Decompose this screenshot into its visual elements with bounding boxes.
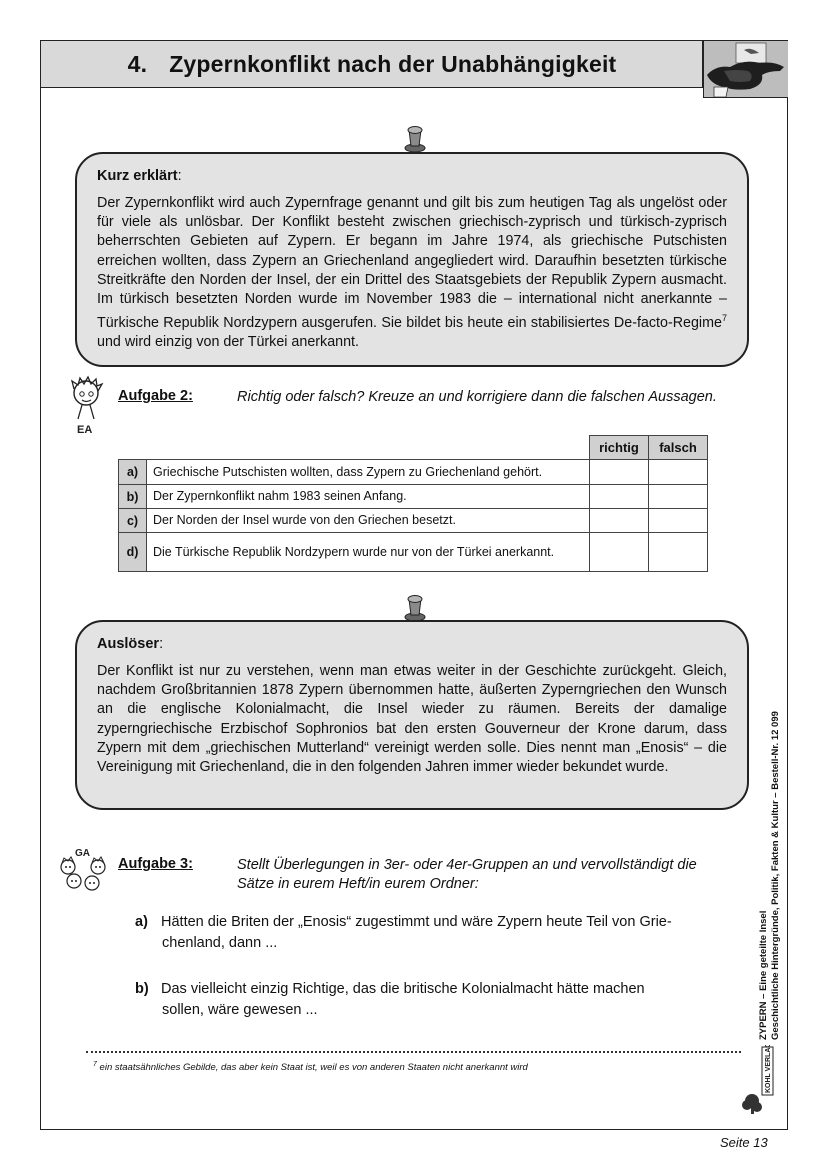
info-box-kurz-erklaert <box>75 152 749 367</box>
column-header-richtig: richtig <box>590 436 649 460</box>
svg-text:EA: EA <box>77 424 93 436</box>
chapter-number: 4. <box>127 51 148 77</box>
info-box-text: Der Konflikt ist nur zu verstehen, wenn man etwas weiter in der Geschichte zurückgeht. Gleich, nachdem Großbritannien 1878 Zypern übernommen hatte, äußerten Zyperngriechen den Wunsch an die englische Kolonialmacht, die Insel wieder zu räumen. Bereits der damalige zyperngriechische Erzbischof Sophronios bat den ersten Gouverneur der Krone darum, dass Zypern mit dem „griechischen Mutterland“ vereinigt werden solle. Dies nennt man „Enosis“ – die Vereinigung mit Griechenland, die in den folgenden Jahren immer wieder bekundet wurde. <box>97 663 727 776</box>
checkbox-richtig[interactable] <box>590 460 649 485</box>
sidebar-line-1: ZYPERN – Eine geteilte Insel <box>758 910 769 1040</box>
item-text: Hätten die Briten der „Enosis“ zugestimmt und wäre Zypern heute Teil von Grie- <box>161 914 672 930</box>
item-text: Das vielleicht einzig Richtige, das die britische Kolonialmacht hätte machen <box>161 981 645 997</box>
svg-text:KOHL VERLAG: KOHL VERLAG <box>765 1045 772 1093</box>
item-key: a) <box>135 914 148 930</box>
table-row <box>119 485 708 509</box>
list-item <box>135 912 715 954</box>
header-bar <box>41 41 703 88</box>
info-box-text: Der Zypernkonflikt wird auch Zypernfrage genannt und gilt bis zum heutigen Tag als ungelöst oder für viele als unlösbar. Der Konflikt besteht zwischen griechisch-zyprisch und türkisch-zyprisch beherrschten Gebieten auf Zypern. Er begann im Jahre 1974, als griechische Putschisten erreichen wollten, dass Zypern an Griechenland angegliedert wird. Daraufhin besetzten türkische Streitkräfte den Norden der Insel, der ein Drittel des Staatsgebiets der Republik Zypern ausmacht. Im türkisch besetzten Norden wurde im November 1983 die – international nicht anerkannte – Türkische Republik Nordzypern ausgerufen. Sie bildet bis heute ein stabilisiertes De-facto-Regime$^7$ und wird einzig von der Türkei anerkannt. <box>97 195 727 351</box>
checkbox-falsch[interactable] <box>649 509 708 533</box>
footnote: $^7$ ein staatsähnliches Gebilde, das aber kein Staat ist, weil es von anderen Staaten nicht anerkannt wird <box>93 1061 528 1074</box>
checkbox-richtig[interactable] <box>590 509 649 533</box>
item-key: b) <box>135 981 149 997</box>
single-work-student-icon <box>64 375 108 437</box>
true-false-table <box>118 435 708 572</box>
sidebar-line-2: Geschichtliche Hintergründe, Politik, Fakten & Kultur – Bestell-Nr. 12 099 <box>769 711 781 1040</box>
checkbox-falsch[interactable] <box>649 485 708 509</box>
row-key: c) <box>119 509 147 533</box>
row-statement: Der Norden der Insel wurde von den Griechen besetzt. <box>147 509 590 533</box>
item-text-continued: sollen, wäre gewesen ... <box>162 1002 318 1018</box>
page-number: Seite 13 <box>720 1135 768 1150</box>
group-work-students-icon <box>58 845 110 893</box>
cyprus-map-flag-image <box>703 41 788 98</box>
info-box-heading: Auslöser: <box>97 636 164 652</box>
footnote-divider <box>86 1051 741 1053</box>
info-box-ausloeser <box>75 620 749 810</box>
item-text-continued: chenland, dann ... <box>162 935 278 951</box>
page-title <box>41 41 703 88</box>
checkbox-falsch[interactable] <box>649 460 708 485</box>
task-3-label: Aufgabe 3: <box>118 856 193 872</box>
table-row <box>119 533 708 572</box>
task-2-label: Aufgabe 2: <box>118 388 193 404</box>
row-key: a) <box>119 460 147 485</box>
row-statement: Die Türkische Republik Nordzypern wurde nur von der Türkei anerkannt. <box>147 533 590 572</box>
row-key: d) <box>119 533 147 572</box>
list-item <box>135 979 715 1021</box>
row-key: b) <box>119 485 147 509</box>
row-statement: Griechische Putschisten wollten, dass Zypern zu Griechenland gehört. <box>147 460 590 485</box>
svg-text:GA: GA <box>75 848 90 859</box>
info-box-heading: Kurz erklärt: <box>97 168 182 184</box>
checkbox-falsch[interactable] <box>649 533 708 572</box>
chapter-title: Zypernkonflikt nach der Unabhängigkeit <box>169 51 617 77</box>
row-statement: Der Zypernkonflikt nahm 1983 seinen Anfang. <box>147 485 590 509</box>
publisher-logo <box>742 1045 776 1115</box>
task-2-instruction: Richtig oder falsch? Kreuze an und korrigiere dann die falschen Aussagen. <box>237 389 717 405</box>
checkbox-richtig[interactable] <box>590 485 649 509</box>
column-header-falsch: falsch <box>649 436 708 460</box>
table-row <box>119 509 708 533</box>
task-3-instruction: Stellt Überlegungen in 3er- oder 4er-Gruppen an und vervollständigt die Sätze in eurem Heft/in eurem Ordner: <box>237 857 697 892</box>
checkbox-richtig[interactable] <box>590 533 649 572</box>
table-row <box>119 460 708 485</box>
